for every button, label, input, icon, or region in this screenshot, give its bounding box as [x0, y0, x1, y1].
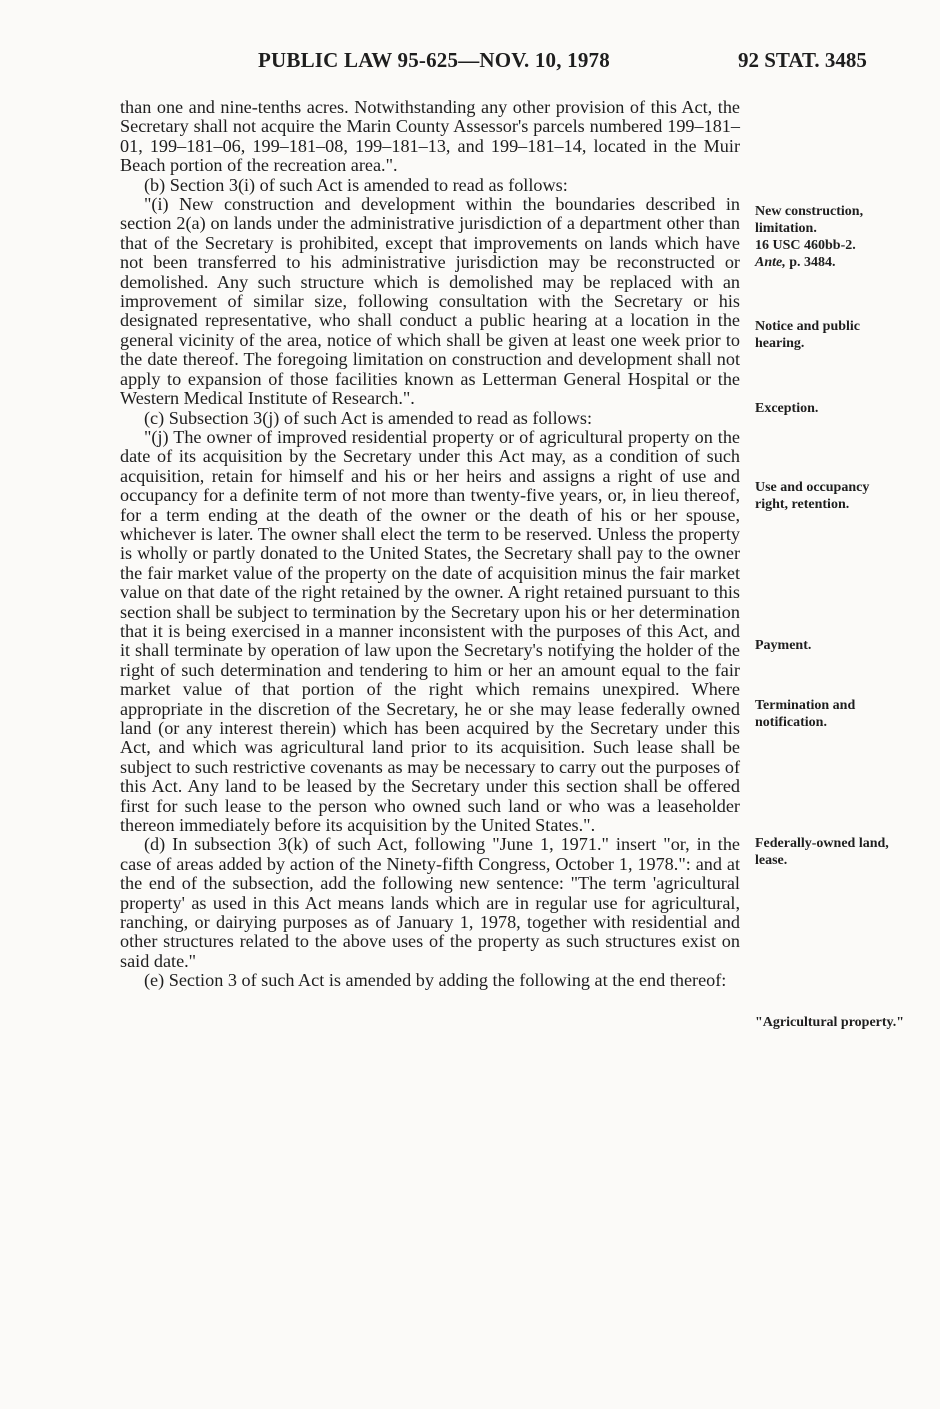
- paragraph-d: (d) In subsection 3(k) of such Act, following "June 1, 1971." insert "or, in the case of areas added by action of the Ninety-fifth Congress, October 1, 1978.": and at the end of the subsection, add the following new sentence: "The term 'agricultural property' as used in this Act means lands which are in regular use for agricultural, ranching, or dairying purposes as of January 1, 1978, together with residential and other structures related to the above uses of the property as such structures exist on said date.": [120, 834, 740, 971]
- sidenote-new-construction: New construction, limitation. 16 USC 460bb-2. Ante, p. 3484.: [755, 204, 864, 270]
- main-text: [120, 98, 740, 991]
- sidenote-exception: Exception.: [755, 401, 819, 416]
- page-header: [0, 48, 940, 82]
- statute-page-number: 92 STAT. 3485: [738, 48, 867, 72]
- sidenote-federally-owned: Federally-owned land, lease.: [755, 836, 889, 868]
- paragraph-i: "(i) New construction and development within the boundaries described in section 2(a) on lands under the administrative jurisdiction of a department other than that of the Secretary is prohibited, except that improvements on lands which have not been transferred to his administrative jurisdiction may be reconstructed or demolished. Any such structure which is demolished may be replaced with an improvement of similar size, following consultation with the Secretary or his designated representative, who shall conduct a public hearing at a location in the general vicinity of the area, notice of which shall be given at least one week prior to the date thereof. The foregoing limitation on construction and development shall not apply to expansion of those facilities known as Letterman General Hospital or the Western Medical Institute of Research.".: [120, 194, 740, 409]
- sidenote-payment: Payment.: [755, 638, 812, 653]
- sidenote-agricultural: "Agricultural property.": [755, 1015, 905, 1030]
- sidenote-termination: Termination and notification.: [755, 698, 856, 730]
- paragraph-b: (b) Section 3(i) of such Act is amended to read as follows:: [144, 174, 568, 195]
- page-title: PUBLIC LAW 95-625—NOV. 10, 1978: [258, 48, 610, 72]
- paragraph-c: (c) Subsection 3(j) of such Act is amended to read as follows:: [144, 407, 593, 428]
- sidenote-notice-hearing: Notice and public hearing.: [755, 319, 861, 351]
- paragraph-j: "(j) The owner of improved residential property or of agricultural property on the date of its acquisition by the Secretary under this Act may, as a condition of such acquisition, retain for himself and his or her heirs and assigns a right of use and occupancy for a definite term of not more than twenty-five years, or, in lieu thereof, for a term ending at the death of the owner or the death of his or her spouse, whichever is later. The owner shall elect the term to be reserved. Unless the property is wholly or partly donated to the United States, the Secretary shall pay to the owner the fair market value of the property on the date of acquisition minus the fair market value on that date of the right retained by the owner. A right retained pursuant to this section shall be subject to termination by the Secretary upon his or her determination that it is being exercised in a manner inconsistent with the purposes of this Act, and it shall terminate by operation of law upon the Secretary's notifying the holder of the right of such determination and tendering to him or her an amount equal to the fair market value of that portion of the right which remains unexpired. Where appropriate in the discretion of the Secretary, he or she may lease federally owned land (or any interest therein) which has been acquired by the Secretary under this Act, and which was agricultural land prior to its acquisition. Such lease shall be subject to such restrictive covenants as may be necessary to carry out the purposes of this Act. Any land to be leased by the Secretary under this section shall be offered first for such lease to the person who owned such land or who was a leaseholder thereon immediately before its acquisition by the United States.".: [120, 426, 740, 836]
- sidenote-use-occupancy: Use and occupancy right, retention.: [755, 480, 870, 512]
- paragraph-e: (e) Section 3 of such Act is amended by adding the following at the end thereof:: [144, 970, 727, 991]
- paragraph-continuation: than one and nine-tenths acres. Notwithstanding any other provision of this Act, the Secretary shall not acquire the Marin County Assessor's parcels numbered 199–181–01, 199–181–06, 199–181–08, 199–181–13, and 199–181–14, located in the Muir Beach portion of the recreation area.".: [120, 97, 740, 176]
